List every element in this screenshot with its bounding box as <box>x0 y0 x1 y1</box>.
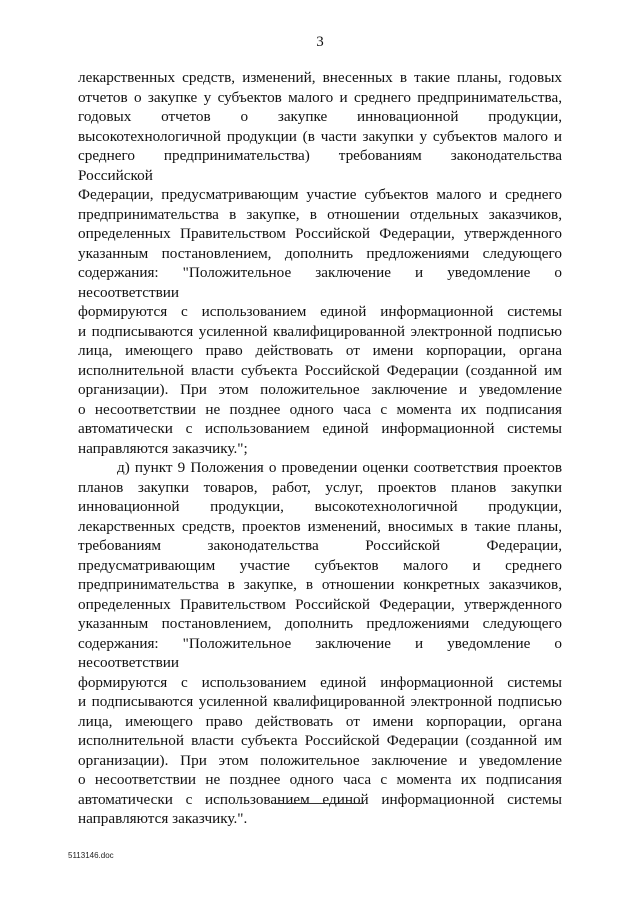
text-line: предпринимательства в закупке, в отношении отдельных заказчиков, <box>78 205 562 223</box>
text-line: указанным постановлением, дополнить предложениями следующего <box>78 615 562 632</box>
text-line: лекарственных средств, изменений, внесенных в такие планы, годовых <box>78 69 562 86</box>
text-line: планов закупки товаров, работ, услуг, проектов планов закупки <box>78 478 562 496</box>
text-line: определенных Правительством Российской Федерации, утвержденного <box>78 595 562 613</box>
text-line: указанным постановлением, дополнить предложениями следующего <box>78 244 562 262</box>
document-body <box>78 68 562 829</box>
text-line: автоматически с использованием единой информационной системы <box>78 420 562 437</box>
text-line: формируются с использованием единой информационной системы <box>78 673 562 691</box>
text-line: и подписываются усиленной квалифицированной электронной подписью <box>78 693 562 710</box>
text-line: д) пункт 9 Положения о проведении оценки соответствия проектов <box>117 459 562 476</box>
text-line: исполнительной власти субъекта Российской Федерации (созданной им <box>78 732 562 749</box>
separator-line <box>274 803 364 804</box>
text-line: исполнительной власти субъекта Российской Федерации (созданной им <box>78 361 562 379</box>
text-line: автоматически с использованием единой информационной системы <box>78 790 562 808</box>
text-line: предпринимательства в закупке, в отношении конкретных заказчиков, <box>78 576 562 593</box>
text-line: о несоответствии не позднее одного часа с момента их подписания <box>78 771 562 788</box>
footer-filename: 5113146.doc <box>68 851 114 860</box>
text-line: определенных Правительством Российской Федерации, утвержденного <box>78 225 562 242</box>
text-line: среднего предпринимательства) требованиям законодательства Российской <box>78 147 562 184</box>
page-number: 3 <box>316 34 324 50</box>
text-line: направляются заказчику.". <box>78 810 248 827</box>
text-line: и подписываются усиленной квалифицированной электронной подписью <box>78 322 562 340</box>
text-line: о несоответствии не позднее одного часа с момента их подписания <box>78 400 562 418</box>
text-line: лица, имеющего право действовать от имени корпорации, органа <box>78 342 562 359</box>
text-line: инновационной продукции, высокотехнологичной продукции, <box>78 498 562 515</box>
text-line: лекарственных средств, проектов изменений, вносимых в такие планы, <box>78 517 562 535</box>
text-line: содержания: "Положительное заключение и уведомление о несоответствии <box>78 634 562 671</box>
text-line: требованиям законодательства Российской Федерации, <box>78 537 562 554</box>
text-line: направляются заказчику."; <box>78 439 248 457</box>
text-line: Федерации, предусматривающим участие субъектов малого и среднего <box>78 186 562 203</box>
text-line: годовых отчетов о закупке инновационной продукции, <box>78 108 562 125</box>
text-line: высокотехнологичной продукции (в части закупки у субъектов малого и <box>78 127 562 145</box>
text-line: отчетов о закупке у субъектов малого и среднего предпринимательства, <box>78 88 562 106</box>
text-line: организации). При этом положительное заключение и уведомление <box>78 751 562 769</box>
text-line: организации). При этом положительное заключение и уведомление <box>78 381 562 398</box>
text-line: формируются с использованием единой информационной системы <box>78 303 562 320</box>
text-line: предусматривающим участие субъектов малого и среднего <box>78 556 562 574</box>
text-line: содержания: "Положительное заключение и уведомление о несоответствии <box>78 264 562 301</box>
text-line: лица, имеющего право действовать от имени корпорации, органа <box>78 712 562 730</box>
